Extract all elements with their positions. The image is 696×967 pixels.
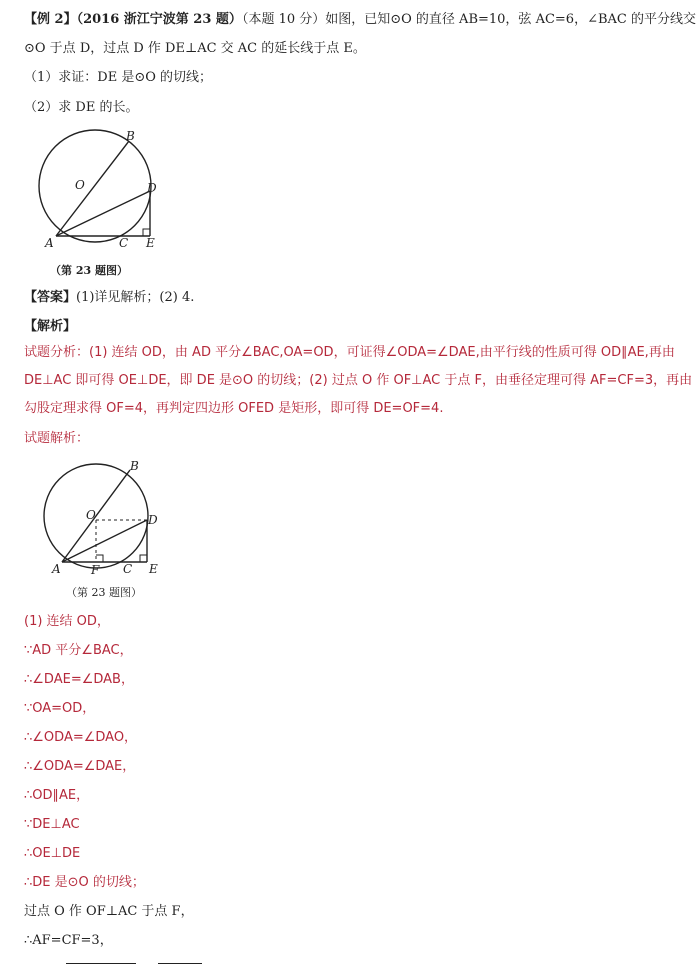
question-1: （1）求证：DE 是⊙O 的切线； [24,70,212,85]
fig1-label-a: A [45,236,54,250]
figure-1 [20,125,170,275]
fig2-label-f: F [91,563,100,577]
example-tag: 【例 2】 [24,12,77,27]
fig2-label-e: E [149,562,158,576]
fig2-diameter-ab [62,470,130,562]
answer-text: (1)详见解析；(2) 4. [76,290,195,305]
fig2-label-o: O [86,508,96,522]
step-6: ∴∠ODA=∠DAE， [24,759,136,774]
figure-1-diagram [20,125,170,275]
step-10: ∴DE 是⊙O 的切线； [24,875,145,890]
step-1: (1) 连结 OD， [24,614,110,629]
fig2-label-b: B [130,459,139,473]
figure-2-caption: （第 23 题图） [66,586,142,599]
fig1-right-angle-mark [143,229,150,236]
cut-fraction-bar-2 [158,963,202,964]
fig1-diameter-ab [56,141,129,236]
step-7: ∴OD∥AE， [24,788,90,803]
step-9: ∴OE⊥DE [24,846,81,861]
problem-stem-a: （本题 10 分）如图，已知⊙O 的直径 AB=10，弦 AC=6，∠BAC 的平分线交 [241,12,696,27]
step-2: ∵AD 平分∠BAC， [24,643,133,658]
step-5: ∴∠ODA=∠DAO， [24,730,138,745]
fig2-label-d: D [148,513,158,527]
figure-1-caption: （第 23 题图） [50,264,128,277]
tail-line-1: 过点 O 作 OF⊥AC 于点 F， [24,904,194,919]
fig1-label-o: O [75,178,85,192]
tail-line-2: ∴AF=CF=3， [24,933,113,948]
fig1-label-b: B [126,129,135,143]
fig2-chord-ad [62,520,147,562]
question-2: （2）求 DE 的长。 [24,100,139,115]
cut-fraction-bar-1 [66,963,136,964]
fig2-label-c: C [123,562,133,576]
answer-label: 【答案】 [24,290,77,305]
analysis-line-3: 勾股定理求得 OF=4，再判定四边形 OFED 是矩形，即可得 DE=OF=4. [24,401,444,416]
fig1-label-e: E [146,236,155,250]
figure-2 [42,458,172,583]
fig2-right-angle-mark-e [140,555,147,562]
fig1-label-c: C [119,236,129,250]
analysis-label: 【解析】 [24,319,77,334]
detail-label: 试题解析： [24,431,90,446]
fig2-right-angle-mark-f [96,555,103,562]
step-8: ∵DE⊥AC [24,817,80,832]
fig2-label-a: A [52,562,61,576]
problem-stem-b: ⊙O 于点 D，过点 D 作 DE⊥AC 交 AC 的延长线于点 E。 [24,41,366,56]
fig1-chord-ad [56,191,150,236]
step-3: ∴∠DAE=∠DAB， [24,672,134,687]
analysis-line-1: 试题分析：(1) 连结 OD，由 AD 平分∠BAC,OA=OD，可证得∠ODA=∠DAE,由平行线的性质可得 OD∥AE,再由 [24,345,675,360]
figure-2-diagram [42,458,172,583]
analysis-line-2: DE⊥AC 即可得 OE⊥DE，即 DE 是⊙O 的切线；(2) 过点 O 作 OF⊥AC 于点 F，由垂径定理可得 AF=CF=3，再由 [24,373,693,388]
problem-line-1 [24,10,696,30]
step-4: ∵OA=OD， [24,701,96,716]
problem-source: （2016 浙江宁波第 23 题） [76,12,242,27]
answer-line [24,288,194,308]
fig1-label-d: D [147,181,157,195]
